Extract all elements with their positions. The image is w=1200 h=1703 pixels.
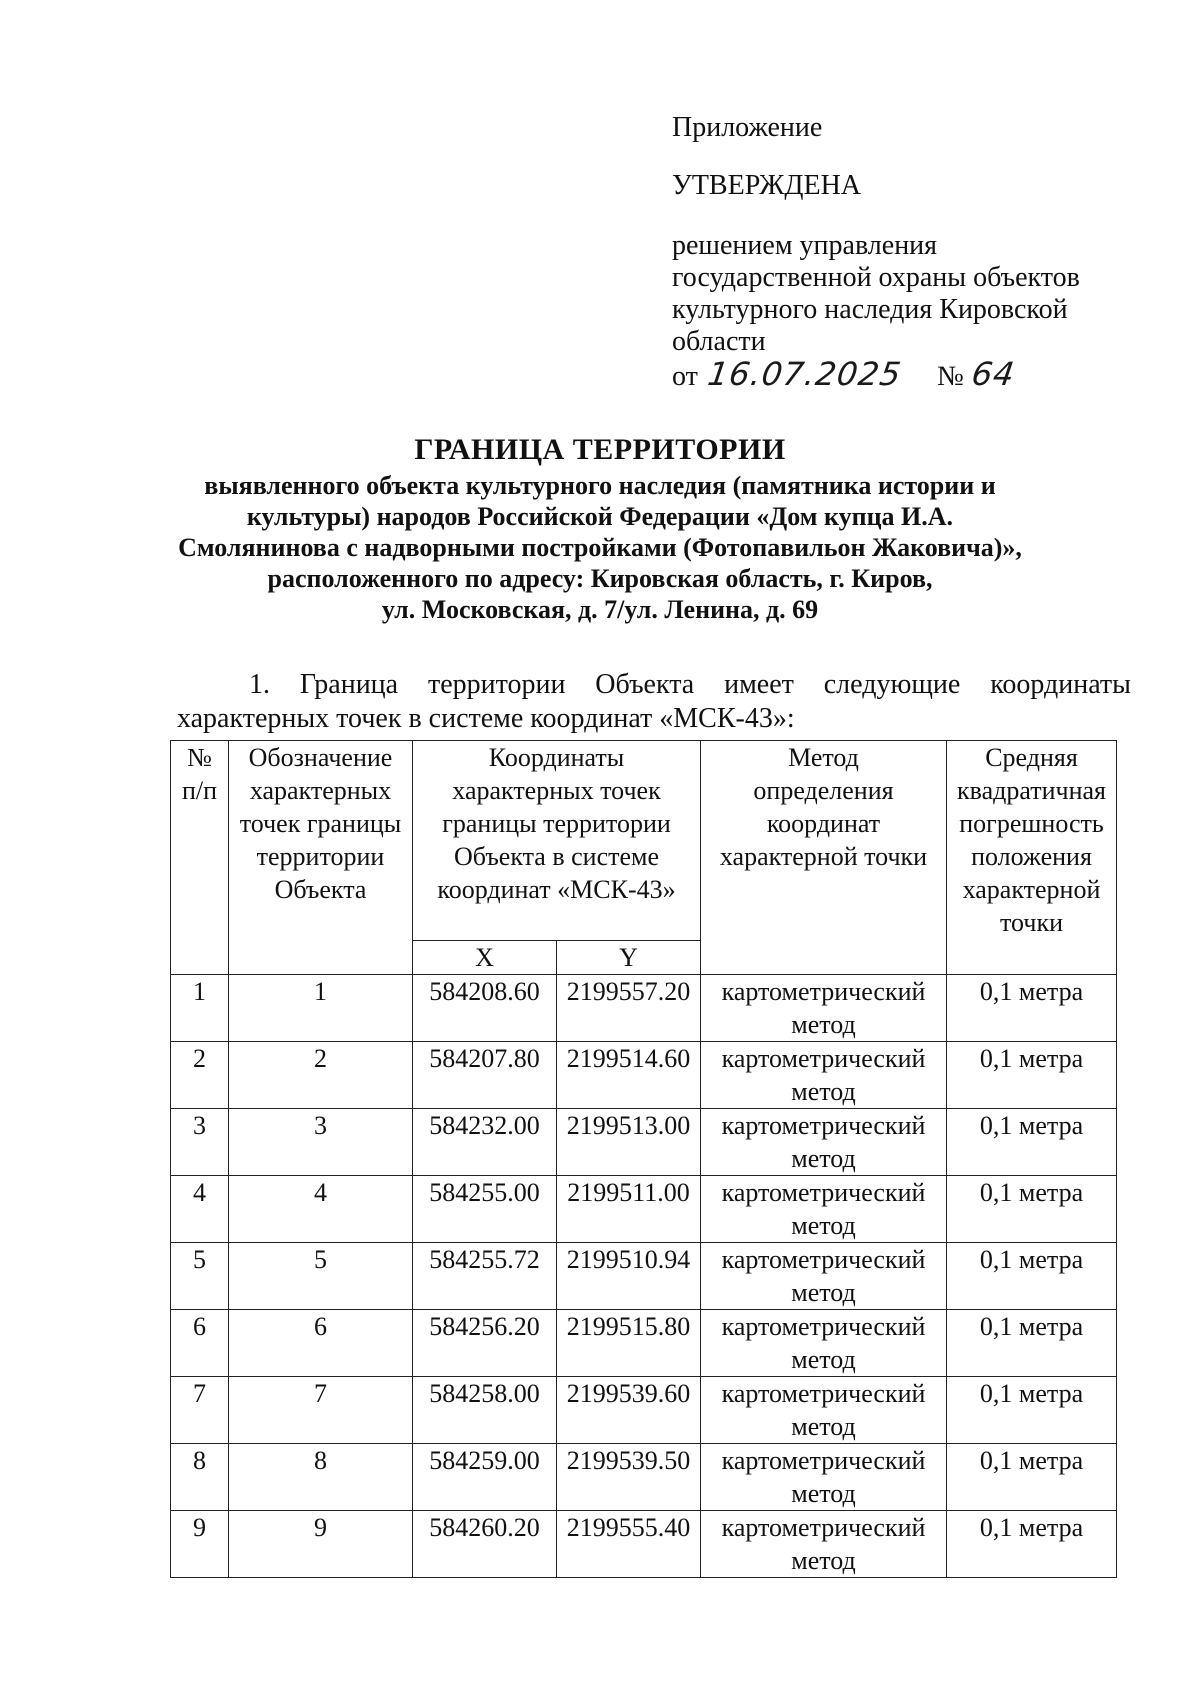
cell-method <box>701 1243 947 1310</box>
cell-x: 584208.60 <box>413 975 557 1042</box>
cell-x: 584207.80 <box>413 1042 557 1109</box>
header-text: квадратичная <box>957 776 1106 805</box>
header-text: характерных <box>249 776 392 805</box>
header-designation <box>229 741 413 975</box>
heading-description-line: культуры) народов Российской Федерации «Дом купца И.А. <box>246 502 954 531</box>
table-row <box>171 1444 1117 1511</box>
cell-point: 3 <box>229 1109 413 1176</box>
cell-error: 0,1 метра <box>947 1243 1117 1310</box>
method-text: картометрический <box>721 1111 926 1140</box>
paragraph-word: территории <box>427 669 566 700</box>
cell-point: 5 <box>229 1243 413 1310</box>
cell-method <box>701 1310 947 1377</box>
cell-y: 2199513.00 <box>557 1109 701 1176</box>
decision-line: государственной охраны объектов <box>672 262 1080 293</box>
cell-point: 2 <box>229 1042 413 1109</box>
method-text: картометрический <box>721 1178 926 1207</box>
table-row <box>171 1310 1117 1377</box>
header-text: № <box>187 743 212 772</box>
header-text: Объекта <box>274 875 367 904</box>
decision-date-line <box>672 355 1132 393</box>
decision-line: решением управления <box>672 230 938 261</box>
coordinates-table <box>170 740 1117 1578</box>
method-text: метод <box>791 1412 856 1441</box>
cell-x: 584259.00 <box>413 1444 557 1511</box>
cell-y: 2199510.94 <box>557 1243 701 1310</box>
method-text: картометрический <box>721 1245 926 1274</box>
cell-method <box>701 1444 947 1511</box>
table-header <box>171 741 1117 975</box>
paragraph-first-line <box>177 668 1131 702</box>
heading-description-line: выявленного объекта культурного наследия (памятника истории и <box>204 471 996 500</box>
paragraph-word: координаты <box>990 669 1131 700</box>
cell-method <box>701 1511 947 1578</box>
heading-title: ГРАНИЦА ТЕРРИТОРИИ <box>414 433 786 466</box>
paragraph-word: следующие <box>823 669 961 700</box>
cell-error: 0,1 метра <box>947 1042 1117 1109</box>
method-text: картометрический <box>721 1379 926 1408</box>
cell-y: 2199555.40 <box>557 1511 701 1578</box>
cell-method <box>701 975 947 1042</box>
heading-description <box>170 470 1030 625</box>
method-text: метод <box>791 1144 856 1173</box>
cell-point: 1 <box>229 975 413 1042</box>
header-text: координат «МСК-43» <box>437 875 676 904</box>
paragraph-word: имеет <box>724 669 794 700</box>
header-text: границы территории <box>442 809 671 838</box>
header-text: Средняя <box>985 743 1078 772</box>
heading-description-line: Смолянинова с надворными постройками (Фотопавильон Жаковича)», <box>178 533 1022 562</box>
handwritten-date: 16.07.2025 <box>705 355 904 393</box>
paragraph-word: Объекта <box>595 669 695 700</box>
cell-error: 0,1 метра <box>947 975 1117 1042</box>
table-body <box>171 975 1117 1578</box>
cell-x: 584256.20 <box>413 1310 557 1377</box>
cell-num: 7 <box>171 1377 229 1444</box>
decision-line: культурного наследия Кировской <box>672 294 1068 325</box>
table-row <box>171 1511 1117 1578</box>
intro-paragraph <box>177 668 1131 736</box>
header-text: Метод <box>788 743 859 772</box>
cell-num: 1 <box>171 975 229 1042</box>
cell-method <box>701 1042 947 1109</box>
cell-method <box>701 1176 947 1243</box>
paragraph-word: 1. <box>249 669 270 700</box>
heading-description-line: расположенного по адресу: Кировская область, г. Киров, <box>267 564 933 593</box>
cell-method <box>701 1109 947 1176</box>
paragraph-word: Граница <box>299 669 399 700</box>
header-text: п/п <box>181 776 218 805</box>
header-text: точек границы <box>239 809 402 838</box>
cell-y: 2199539.50 <box>557 1444 701 1511</box>
header-text: погрешность <box>959 809 1104 838</box>
cell-point: 6 <box>229 1310 413 1377</box>
approval-block <box>672 112 1132 393</box>
header-x: X <box>413 941 557 975</box>
method-text: метод <box>791 1278 856 1307</box>
table-row <box>171 1243 1117 1310</box>
cell-x: 584260.20 <box>413 1511 557 1578</box>
table-row <box>171 975 1117 1042</box>
cell-point: 9 <box>229 1511 413 1578</box>
header-text: характерных точек <box>452 776 661 805</box>
method-text: картометрический <box>721 977 926 1006</box>
method-text: метод <box>791 1010 856 1039</box>
cell-num: 3 <box>171 1109 229 1176</box>
cell-error: 0,1 метра <box>947 1444 1117 1511</box>
cell-x: 584232.00 <box>413 1109 557 1176</box>
header-text: точки <box>1000 908 1063 937</box>
cell-point: 8 <box>229 1444 413 1511</box>
cell-error: 0,1 метра <box>947 1377 1117 1444</box>
header-method <box>701 741 947 975</box>
method-text: метод <box>791 1345 856 1374</box>
cell-point: 7 <box>229 1377 413 1444</box>
cell-y: 2199539.60 <box>557 1377 701 1444</box>
table-row <box>171 1109 1117 1176</box>
table-row <box>171 1176 1117 1243</box>
header-text: Обозначение <box>248 743 393 772</box>
decision-text <box>672 230 1132 358</box>
cell-method <box>701 1377 947 1444</box>
method-text: картометрический <box>721 1044 926 1073</box>
cell-error: 0,1 метра <box>947 1109 1117 1176</box>
cell-y: 2199557.20 <box>557 975 701 1042</box>
cell-x: 584255.00 <box>413 1176 557 1243</box>
cell-x: 584258.00 <box>413 1377 557 1444</box>
cell-point: 4 <box>229 1176 413 1243</box>
table-row <box>171 1042 1117 1109</box>
cell-num: 4 <box>171 1176 229 1243</box>
header-text: Объекта в системе <box>453 842 660 871</box>
cell-x: 584255.72 <box>413 1243 557 1310</box>
cell-num: 6 <box>171 1310 229 1377</box>
document-heading <box>170 432 1030 625</box>
cell-num: 2 <box>171 1042 229 1109</box>
number-label: № <box>937 361 964 392</box>
header-error <box>947 741 1117 975</box>
method-text: картометрический <box>721 1513 926 1542</box>
header-y: Y <box>557 941 701 975</box>
cell-error: 0,1 метра <box>947 1176 1117 1243</box>
method-text: метод <box>791 1077 856 1106</box>
decision-line: области <box>672 326 766 357</box>
method-text: картометрический <box>721 1312 926 1341</box>
header-coordinates <box>413 741 701 941</box>
method-text: метод <box>791 1546 856 1575</box>
cell-error: 0,1 метра <box>947 1511 1117 1578</box>
cell-y: 2199511.00 <box>557 1176 701 1243</box>
header-text: территории <box>256 842 385 871</box>
table-row <box>171 1377 1117 1444</box>
appendix-label: Приложение <box>672 112 823 143</box>
cell-error: 0,1 метра <box>947 1310 1117 1377</box>
header-num <box>171 741 229 975</box>
header-text: характерной точки <box>719 842 928 871</box>
method-text: метод <box>791 1211 856 1240</box>
cell-num: 8 <box>171 1444 229 1511</box>
header-text: Координаты <box>488 743 625 772</box>
cell-y: 2199514.60 <box>557 1042 701 1109</box>
heading-description-line: ул. Московская, д. 7/ул. Ленина, д. 69 <box>381 595 819 624</box>
header-text: характерной <box>962 875 1101 904</box>
handwritten-number: 64 <box>969 355 1018 393</box>
from-label: от <box>672 361 698 392</box>
cell-num: 9 <box>171 1511 229 1578</box>
cell-num: 5 <box>171 1243 229 1310</box>
cell-y: 2199515.80 <box>557 1310 701 1377</box>
method-text: метод <box>791 1479 856 1508</box>
method-text: картометрический <box>721 1446 926 1475</box>
header-text: определения <box>753 776 894 805</box>
approval-status: УТВЕРЖДЕНА <box>672 170 862 201</box>
header-text: координат <box>766 809 881 838</box>
paragraph-second-line: характерных точек в системе координат «МСК-43»: <box>177 703 795 734</box>
header-text: положения <box>971 842 1092 871</box>
